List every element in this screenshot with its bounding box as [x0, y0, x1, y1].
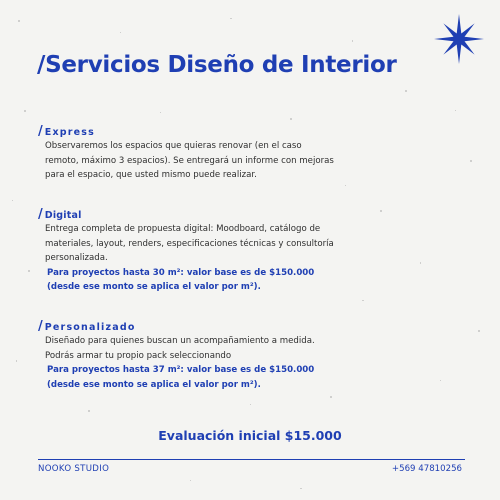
- price-note-line: (desde ese monto se aplica el valor por m²).: [47, 379, 261, 390]
- section-description: Diseñado para quienes buscan un acompañamiento a medida. Podrás armar tu propio pack seleccionando: [45, 336, 315, 361]
- section-header: [38, 124, 338, 138]
- section-header: [38, 207, 338, 221]
- section-title: Personalizado: [44, 322, 136, 333]
- star-burst-icon: [434, 14, 484, 64]
- page-title: /Servicios Diseño de Interior: [37, 52, 397, 78]
- section-express: [38, 124, 338, 183]
- section-digital: [38, 207, 338, 295]
- price-note-line: Para proyectos hasta 30 m²: valor base es de $150.000: [47, 267, 315, 278]
- phone-number: +569 47810256: [391, 464, 462, 474]
- section-description: Entrega completa de propuesta digital: Moodboard, catálogo de materiales, layout, renders, especificaciones técnicas y consultoría personalizada.: [45, 224, 334, 263]
- initial-evaluation-price: Evaluación inicial $15.000: [158, 428, 342, 443]
- price-note-line: (desde ese monto se aplica el valor por m²).: [47, 282, 261, 292]
- slash-mark: /: [38, 124, 43, 139]
- slash-mark: /: [38, 207, 43, 222]
- section-personalizado: [38, 319, 338, 392]
- footer-divider: [38, 459, 465, 460]
- price-note-line: Para proyectos hasta 37 m²: valor base es de $150.000: [47, 365, 315, 375]
- section-title: Digital: [44, 210, 82, 221]
- section-title: Express: [44, 127, 96, 138]
- section-header: [38, 319, 338, 333]
- brand-name: NOOKO STUDIO: [38, 464, 110, 474]
- slash-mark: /: [38, 319, 43, 334]
- section-description: Observaremos los espacios que quieras renovar (en el caso remoto, máximo 3 espacios). Se entregará un informe con mejoras para el espacio, que usted mismo puede realizar.: [45, 141, 334, 180]
